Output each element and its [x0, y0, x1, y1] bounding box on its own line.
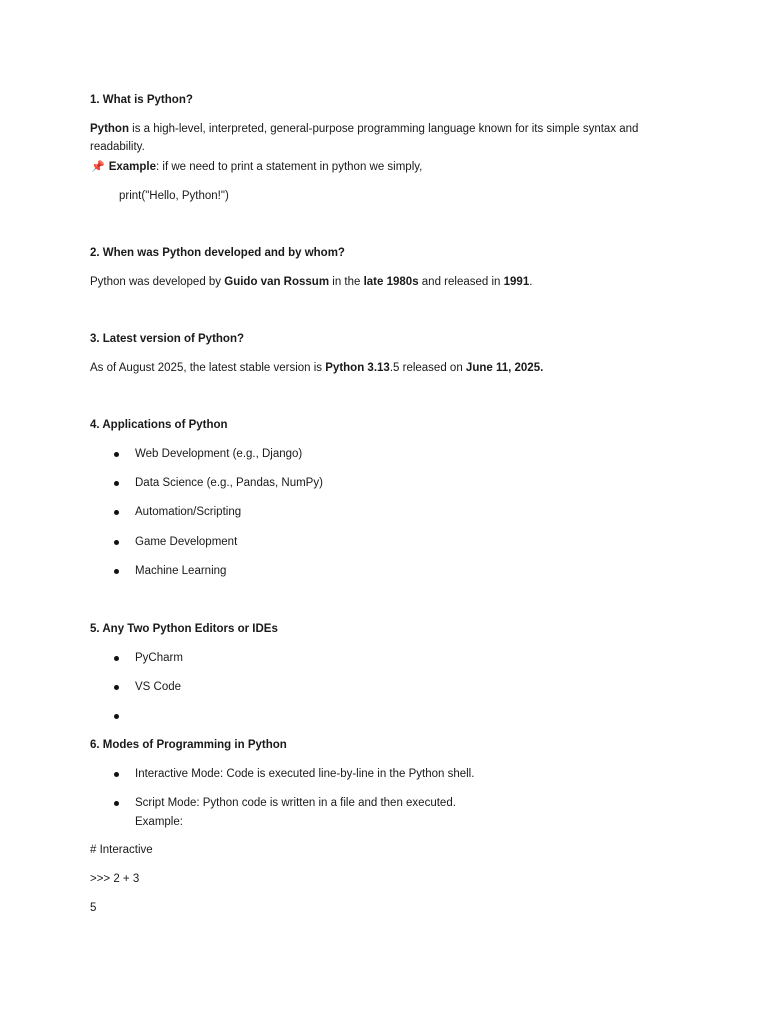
- bullet-icon: [114, 510, 119, 515]
- example-label-modes: Example:: [135, 816, 183, 828]
- history-text-2: in the: [329, 276, 364, 288]
- code-line-result: 5: [90, 902, 97, 914]
- bullet-icon: [114, 714, 119, 719]
- paragraph-latest-version: [90, 361, 543, 376]
- history-text-4: .: [529, 276, 533, 288]
- release-date: June 11, 2025.: [465, 362, 544, 374]
- paragraph-python-definition: [90, 122, 638, 137]
- bullet-icon: [114, 685, 119, 690]
- heading-what-is-python: 1. What is Python?: [90, 94, 193, 106]
- code-print-hello: print("Hello, Python!"): [119, 190, 229, 202]
- year-1991: 1991: [503, 276, 530, 288]
- bullet-icon: [114, 540, 119, 545]
- pushpin-icon: 📌: [91, 161, 105, 173]
- list-item: Data Science (e.g., Pandas, NumPy): [135, 477, 323, 489]
- bullet-icon: [114, 481, 119, 486]
- bullet-icon: [114, 452, 119, 457]
- version-text-2: .5 released on: [389, 362, 466, 374]
- heading-latest-version: 3. Latest version of Python?: [90, 333, 244, 345]
- example-text: : if we need to print a statement in python we simply,: [156, 161, 423, 173]
- code-line-expression: >>> 2 + 3: [90, 873, 140, 885]
- python-bold-term: Python: [90, 123, 129, 135]
- guido-name: Guido van Rossum: [224, 276, 330, 288]
- late-1980s: late 1980s: [363, 276, 419, 288]
- history-text-3: and released in: [418, 276, 504, 288]
- heading-applications: 4. Applications of Python: [90, 419, 228, 431]
- version-number: Python 3.13: [325, 362, 390, 374]
- heading-editors: 5. Any Two Python Editors or IDEs: [90, 623, 278, 635]
- paragraph-python-history: [90, 275, 532, 290]
- bullet-icon: [114, 772, 119, 777]
- bullet-icon: [114, 656, 119, 661]
- heading-python-history: 2. When was Python developed and by whom?: [90, 247, 345, 259]
- code-line-comment: # Interactive: [90, 844, 153, 856]
- bullet-icon: [114, 801, 119, 806]
- list-item: Automation/Scripting: [135, 506, 242, 518]
- list-item: Game Development: [135, 536, 238, 548]
- example-line: [91, 160, 422, 175]
- python-definition-text: is a high-level, interpreted, general-purpose programming language known for its simple syntax and: [128, 123, 639, 135]
- list-item: Script Mode: Python code is written in a file and then executed.: [135, 797, 456, 809]
- version-text-1: As of August 2025, the latest stable version is: [90, 362, 326, 374]
- list-item: Machine Learning: [135, 565, 227, 577]
- heading-modes: 6. Modes of Programming in Python: [90, 739, 287, 751]
- example-label: Example: [108, 161, 157, 173]
- history-text-1: Python was developed by: [90, 276, 225, 288]
- paragraph-python-definition-line2: readability.: [90, 141, 145, 153]
- list-item: Interactive Mode: Code is executed line-by-line in the Python shell.: [135, 768, 475, 780]
- list-item: Web Development (e.g., Django): [135, 448, 303, 460]
- list-item: PyCharm: [135, 652, 183, 664]
- list-item: VS Code: [135, 681, 182, 693]
- bullet-icon: [114, 569, 119, 574]
